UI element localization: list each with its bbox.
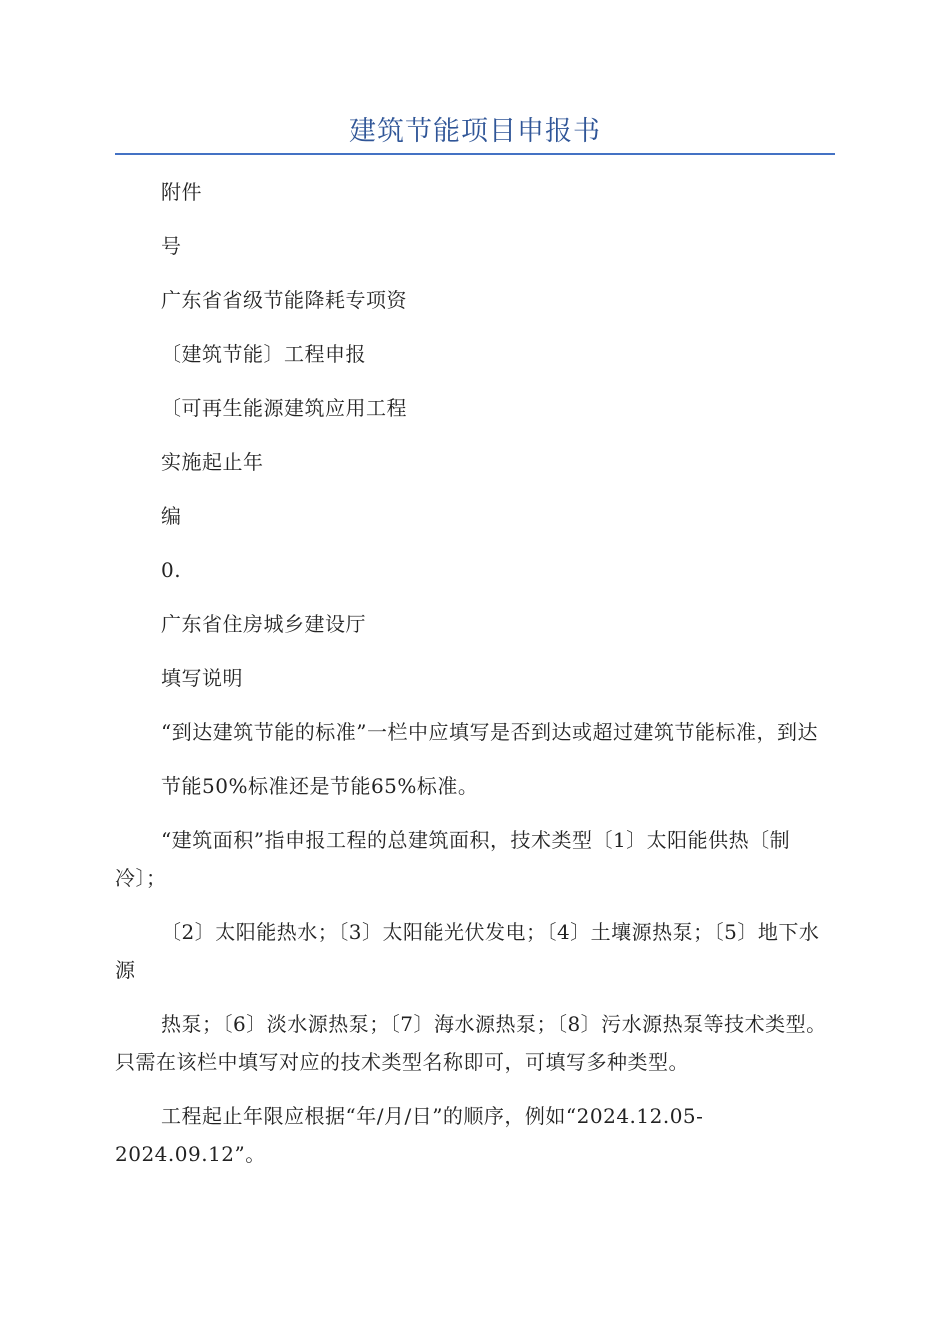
document-body bbox=[115, 173, 827, 1189]
paragraph-instruction-standard: “到达建筑节能的标准”一栏中应填写是否到达或超过建筑节能标准，到达 bbox=[161, 720, 818, 744]
paragraph-period: 实施起止年 bbox=[161, 450, 264, 474]
paragraph-instruction-types: 〔2〕太阳能热水；〔3〕太阳能光伏发电；〔4〕土壤源热泵；〔5〕地下水源 bbox=[115, 920, 820, 982]
paragraph-instruction-dates: 工程起止年限应根据“年/月/日”的顺序，例如“2024.12.05-2024.09.12”。 bbox=[115, 1104, 704, 1166]
paragraph-issuer: 广东省住房城乡建设厅 bbox=[161, 612, 366, 636]
paragraph-renewable-project: 〔可再生能源建筑应用工程 bbox=[161, 396, 407, 420]
paragraph-compiler: 编 bbox=[161, 504, 182, 528]
paragraph-instruction-area: “建筑面积”指申报工程的总建筑面积，技术类型〔1〕太阳能供热〔制冷〕； bbox=[115, 828, 791, 890]
paragraph-instructions-heading: 填写说明 bbox=[161, 666, 243, 690]
paragraph-zero: 0. bbox=[161, 558, 182, 582]
paragraph-project-type: 〔建筑节能〕工程申报 bbox=[161, 342, 366, 366]
paragraph-instruction-types-cont: 热泵；〔6〕淡水源热泵；〔7〕海水源热泵；〔8〕污水源热泵等技术类型。只需在该栏中填写对应的技术类型名称即可，可填写多种类型。 bbox=[115, 1012, 827, 1074]
paragraph-number: 号 bbox=[161, 234, 182, 258]
title-underline bbox=[115, 153, 835, 155]
paragraph-attachment: 附件 bbox=[161, 180, 202, 204]
paragraph-fund-name: 广东省省级节能降耗专项资 bbox=[161, 288, 407, 312]
document-title: 建筑节能项目申报书 bbox=[349, 116, 601, 147]
paragraph-instruction-standard-cont: 节能50%标准还是节能65%标准。 bbox=[161, 774, 479, 798]
